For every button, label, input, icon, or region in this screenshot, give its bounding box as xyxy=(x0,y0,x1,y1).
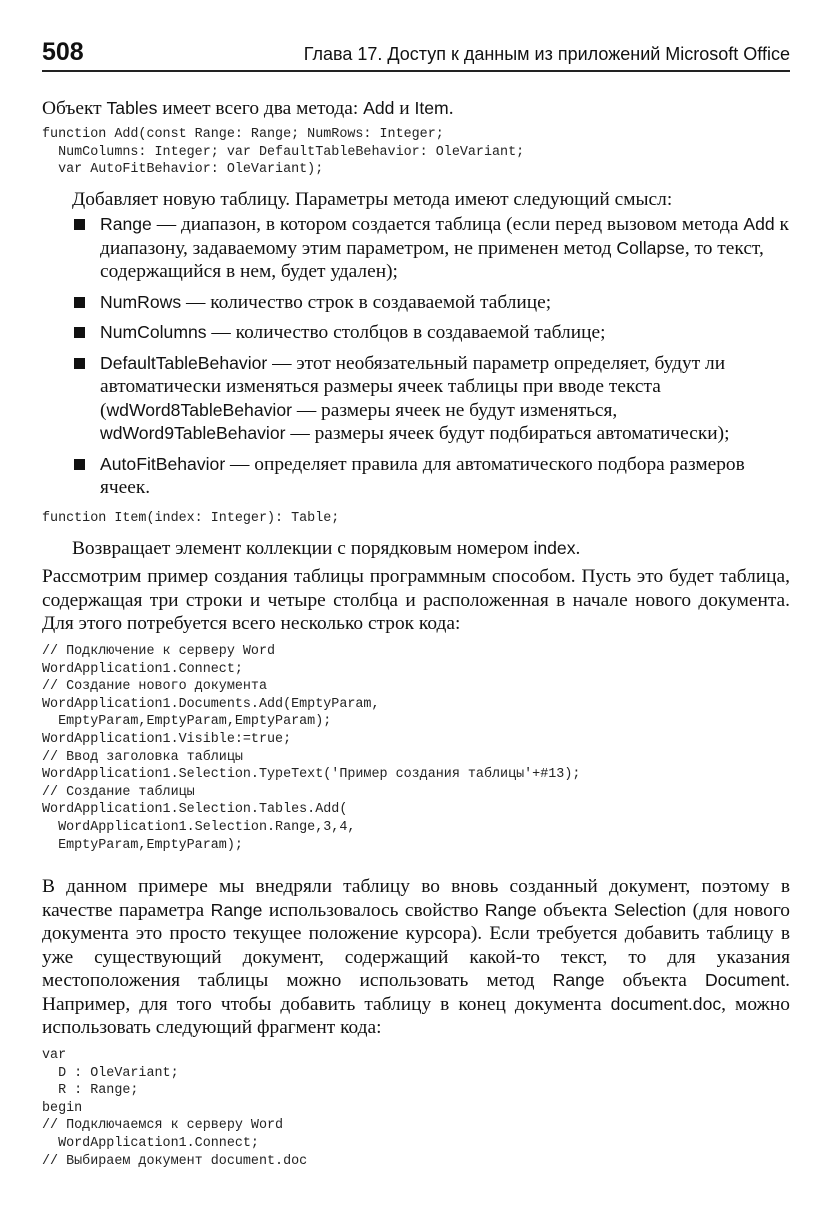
text: к диапазону, задаваемому этим параметром, не применен метод xyxy=(100,214,789,259)
code-example-listing: // Подключение к серверу Word WordApplication1.Connect; // Создание нового документа WordApplication1.Documents.Add(EmptyParam, EmptyParam,EmptyParam,EmptyParam); WordApplication1.Visible:=true; // Ввод заголовка таблицы WordApplication1.Selection.TypeText('Пример создания таблицы'+#13); // Создание таблицы WordApplication1.Selection.Tables.Add( WordApplication1.Selection.Range,3,4, EmptyParam,EmptyParam); xyxy=(42,644,581,853)
bullet-square-icon xyxy=(74,297,85,308)
list-item-defaulttablebehavior xyxy=(72,352,790,446)
example-intro-paragraph: Рассмотрим пример создания таблицы программным способом. Пусть это будет таблица, содержащая три строки и четыре столбца и расположенная в начале нового документа. Для этого потребуется всего несколько строк кода: xyxy=(42,566,790,634)
param-name: AutoFitBehavior xyxy=(100,453,226,474)
keyword-add: Add xyxy=(743,214,775,234)
page-header xyxy=(42,38,790,72)
text: — размеры ячеек будут подбираться автоматически); xyxy=(285,423,730,444)
add-description: Добавляет новую таблицу. Параметры метода имеют следующий смысл: xyxy=(72,189,673,210)
text: . xyxy=(575,538,581,559)
text: — размеры ячеек не будут изменяться, xyxy=(291,399,618,421)
text: — этот необязательный параметр определяет, будут ли автоматически изменяться размеры ячеек таблицы при вводе текста ( xyxy=(100,352,726,421)
keyword-collapse: Collapse xyxy=(616,237,685,258)
explanation-paragraph xyxy=(42,875,790,1040)
param-name: DefaultTableBehavior xyxy=(100,352,268,373)
keyword-range: Range xyxy=(484,899,537,920)
keyword-index: index xyxy=(533,538,576,558)
bullet-square-icon xyxy=(74,219,85,230)
text: (для нового документа это просто текущее положение курсора). Если требуется добавить таблицу в уже существующий документ, содержащий какой-то текст, то для указания местоположения таблицы можно использовать метод xyxy=(42,899,790,991)
text: Объект xyxy=(42,98,107,119)
keyword-wdword8: wdWord8TableBehavior xyxy=(106,399,292,420)
keyword-tables: Tables xyxy=(106,98,158,118)
param-name: NumRows xyxy=(100,291,182,312)
code-item-signature: function Item(index: Integer): Table; xyxy=(42,511,340,526)
text: В данном примере мы внедряли таблицу во вновь созданный документ, поэтому в качестве параметра xyxy=(42,876,790,921)
text: использовалось свойство xyxy=(262,899,485,921)
bullet-square-icon xyxy=(74,459,85,470)
list-item-autofitbehavior xyxy=(72,453,790,500)
param-name: NumColumns xyxy=(100,322,207,342)
keyword-add: Add xyxy=(363,98,395,118)
keyword-document: Document xyxy=(704,970,786,990)
text: , то текст, содержащийся в нем, будет удален); xyxy=(100,237,764,282)
keyword-item: Item xyxy=(414,98,449,118)
text: объекта xyxy=(536,899,614,921)
text: и xyxy=(394,98,415,119)
list-item-range xyxy=(72,213,790,284)
text: — диапазон, в котором создается таблица (если перед вызовом метода xyxy=(151,214,744,235)
list-item-numcolumns xyxy=(72,321,790,345)
list-item-numrows xyxy=(72,291,790,315)
keyword-wdword9: wdWord9TableBehavior xyxy=(100,423,286,443)
text: , можно использовать следующий фрагмент кода: xyxy=(42,993,790,1038)
keyword-range: Range xyxy=(210,899,263,920)
text: Возвращает элемент коллекции с порядковым номером xyxy=(72,538,534,559)
code-add-signature: function Add(const Range: Range; NumRows: Integer; NumColumns: Integer; var DefaultTableBehavior: OleVariant; var AutoFitBehavior: OleVariant); xyxy=(42,127,525,178)
bullet-square-icon xyxy=(74,358,85,369)
keyword-range: Range xyxy=(552,970,605,990)
page-number: 508 xyxy=(42,38,84,66)
text: . Например, для того чтобы добавить таблицу в конец документа xyxy=(42,970,790,1015)
keyword-selection: Selection xyxy=(613,899,687,920)
param-name: Range xyxy=(100,214,152,234)
intro-paragraph xyxy=(42,97,790,121)
text: — количество строк в создаваемой таблице; xyxy=(181,291,552,313)
item-description xyxy=(72,537,790,561)
bullet-square-icon xyxy=(74,327,85,338)
text: объекта xyxy=(604,970,705,991)
text: имеет всего два метода: xyxy=(157,98,364,119)
text: — определяет правила для автоматического подбора размеров ячеек. xyxy=(100,453,745,498)
parameter-list xyxy=(72,213,790,507)
keyword-document-doc: document.doc xyxy=(610,993,722,1014)
code-var-listing: var D : OleVariant; R : Range; begin // Подключаемся к серверу Word WordApplication1.Connect; // Выбираем документ document.doc xyxy=(42,1048,308,1169)
text: . xyxy=(448,98,454,119)
text: — количество столбцов в создаваемой таблице; xyxy=(206,322,606,343)
chapter-title: Глава 17. Доступ к данным из приложений Microsoft Office xyxy=(303,44,790,64)
